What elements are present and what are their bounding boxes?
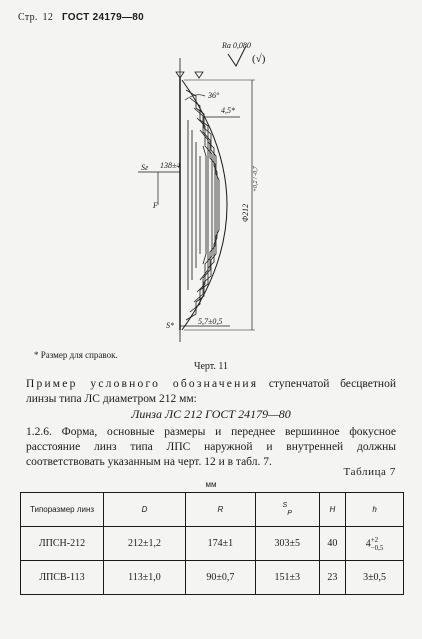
cell-h: 23 (319, 561, 346, 595)
header-sp-sub: P (287, 510, 292, 517)
sf-value: 138±4 (160, 161, 181, 170)
header-hh: h (346, 493, 404, 527)
cell-d: 113±1,0 (104, 561, 186, 595)
example-paragraph (26, 377, 396, 407)
standard-number: ГОСТ 24179—80 (61, 12, 144, 23)
header-r: R (185, 493, 255, 527)
table-label: Таблица 7 (343, 466, 396, 478)
clause-paragraph: 1.2.6. Форма, основные размеры и переднее вершинное фокусное расстояние линз типа ЛПС наружной и внутренней должны соответствовать указанным на черт. 12 и в табл. 7. (26, 426, 396, 468)
cell-sp: 303±5 (255, 527, 319, 561)
example-spaced-text: Пример условного обозначения (26, 378, 259, 390)
angle-label: 36° (208, 91, 220, 100)
s-label: S* (166, 321, 174, 330)
sf-label: Sғ (141, 163, 149, 172)
lens-designation: Линза ЛС 212 ГОСТ 24179—80 (131, 407, 291, 421)
roughness-mark-right (195, 72, 203, 78)
table-row (21, 527, 404, 561)
header-d: D (104, 493, 186, 527)
footnote: * Размер для справок. (34, 350, 118, 360)
lens-table (20, 492, 404, 595)
page-number: 12 (42, 12, 54, 23)
cell-hh-down: −0,5 (370, 543, 384, 552)
cell-d: 212±1,2 (104, 527, 186, 561)
diameter-label: Φ212 (241, 203, 250, 222)
roughness-general: (√) (252, 53, 266, 65)
cell-hh (346, 527, 404, 561)
header-sp (255, 493, 319, 527)
cell-hh-up: +2 (370, 535, 379, 544)
cell-hh-tolerance (371, 536, 384, 552)
cell-hh-base: 4 (365, 537, 371, 549)
cell-type: ЛПСН-212 (21, 527, 104, 561)
bottom-dim-label: 5,7±0,5 (198, 317, 223, 326)
lens-outer-arc (182, 80, 227, 330)
header-type: Типоразмер линз (21, 493, 104, 527)
step-dim-label: 4,5* (221, 106, 235, 115)
page-prefix: Стр. (18, 12, 38, 23)
figure-caption: Черт. 11 (193, 361, 229, 372)
header-h: H (319, 493, 346, 527)
cell-h: 40 (319, 527, 346, 561)
cell-r: 174±1 (185, 527, 255, 561)
header-sp-s: S (282, 502, 288, 509)
cell-r: 90±0,7 (185, 561, 255, 595)
example-rest-text: ступенчатой бесцветной линзы типа ЛС диаметром 212 мм: (26, 378, 396, 405)
table-units: мм (205, 480, 217, 489)
table-row (21, 561, 404, 595)
roughness-label: Ra 0,080 (222, 41, 251, 50)
cell-hh: 3±0,5 (346, 561, 404, 595)
f-label: F (153, 201, 158, 210)
table-header-row (21, 493, 404, 527)
cell-sp: 151±3 (255, 561, 319, 595)
lens-steps (186, 90, 219, 320)
cell-type: ЛПСВ-113 (21, 561, 104, 595)
diameter-tolerance: +0,2 / -0,7 (253, 166, 259, 192)
